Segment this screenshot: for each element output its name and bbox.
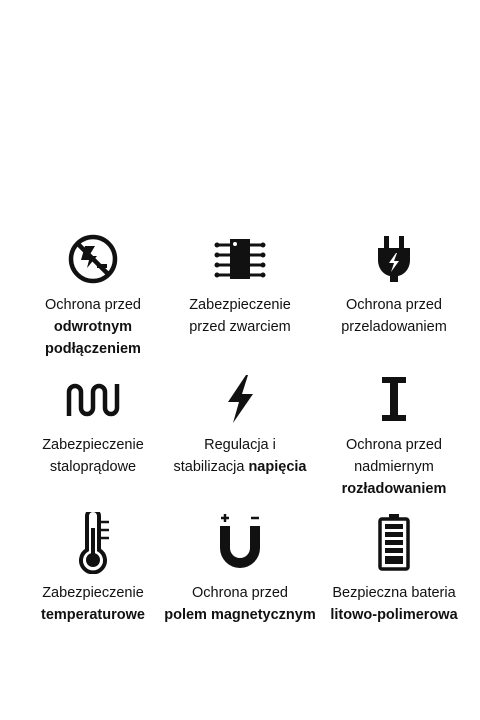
feature-short-circuit [160,232,320,338]
feature-magnetic-field [160,512,320,626]
feature-row [0,512,480,652]
wave-icon [63,372,123,426]
feature-overdischarge [314,372,474,500]
feature-label: Zabezpieczenie temperaturowe [41,585,145,623]
feature-label: Bezpieczna bateria litowo-polimerowa [330,585,458,623]
feature-row [0,232,480,372]
no-reverse-icon [63,232,123,286]
feature-temperature [13,512,173,626]
feature-label: Ochrona przed nadmiernym rozładowaniem [341,437,447,497]
i-beam-icon [364,372,424,426]
plug-bolt-icon [364,232,424,286]
feature-label: Ochrona przed przeladowaniem [341,297,447,335]
feature-grid [0,232,480,652]
thermometer-icon [63,512,123,574]
feature-row [0,372,480,512]
magnet-icon [210,512,270,574]
feature-label: Ochrona przed odwrotnym podłączeniem [45,297,141,357]
feature-reverse-protection [13,232,173,360]
feature-label: Zabezpieczenie staloprądowe [42,437,144,475]
feature-voltage-regulation [160,372,320,478]
feature-label: Ochrona przed polem magnetycznym [164,585,316,623]
feature-li-po-battery [314,512,474,626]
feature-label: Zabezpieczenie przed zwarciem [189,297,291,335]
lightning-icon [210,372,270,426]
feature-constant-current [13,372,173,478]
chip-icon [210,232,270,286]
feature-overcharge [314,232,474,338]
battery-icon [364,512,424,574]
feature-label: Regulacja i stabilizacja napięcia [173,437,307,475]
